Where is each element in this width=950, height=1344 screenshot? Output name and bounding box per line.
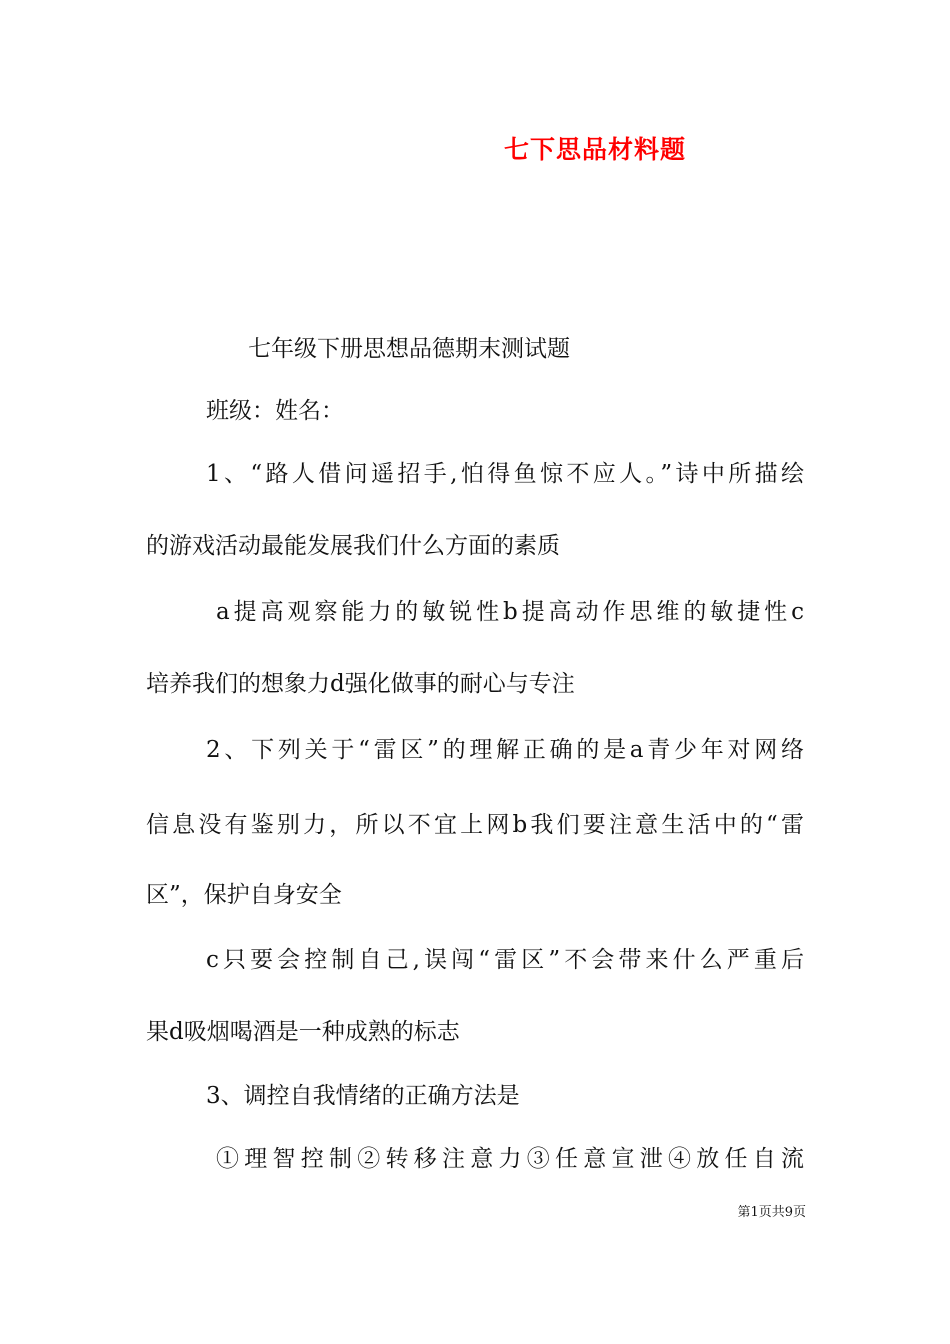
document-title: 七下思品材料题 xyxy=(503,135,686,164)
question-2-line-3: 区”，保护自身安全 xyxy=(146,882,342,908)
question-2-options-line-1: c只要会控制自己,误闯“雷区”不会带来什么严重后 xyxy=(206,947,804,973)
question-2-line-1: 2、下列关于“雷区”的理解正确的是a青少年对网络 xyxy=(206,737,804,763)
question-1-options-line-2: 培养我们的想象力d强化做事的耐心与专注 xyxy=(146,671,575,697)
exam-heading: 七年级下册思想品德期末测试题 xyxy=(248,336,570,362)
page-number: 第1页共9页 xyxy=(737,1205,806,1220)
question-3-options-line-1: ①理智控制②转移注意力③任意宣泄④放任自流 xyxy=(216,1146,804,1172)
question-3-line-1: 3、调控自我情绪的正确方法是 xyxy=(206,1083,520,1109)
question-1-line-2: 的游戏活动最能发展我们什么方面的素质 xyxy=(146,533,560,559)
question-1-line-1: 1、“路人借问遥招手,怕得鱼惊不应人。”诗中所描绘 xyxy=(206,461,804,487)
class-name-line: 班级：姓名： xyxy=(206,398,344,424)
question-1-options-line-1: a提高观察能力的敏锐性b提高动作思维的敏捷性c xyxy=(216,599,804,625)
question-2-line-2: 信息没有鉴别力，所以不宜上网b我们要注意生活中的“雷 xyxy=(146,812,804,838)
question-2-options-line-2: 果d吸烟喝酒是一种成熟的标志 xyxy=(146,1019,460,1045)
